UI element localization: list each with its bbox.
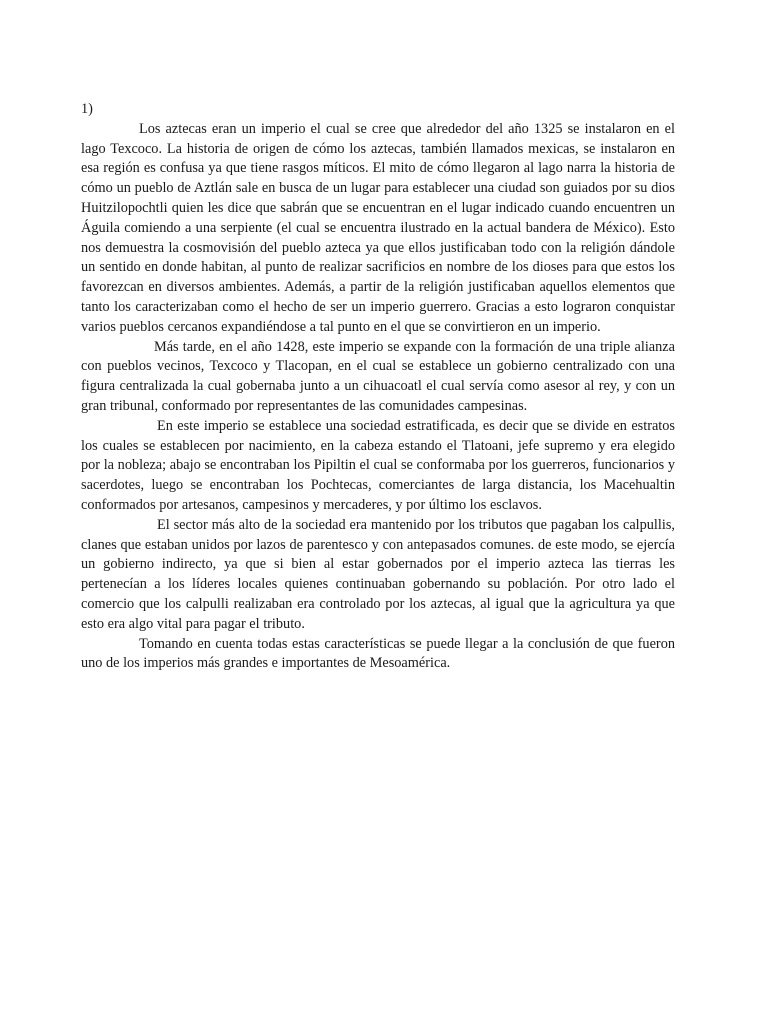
- paragraph-triple-alliance: Más tarde, en el año 1428, este imperio se expande con la formación de una triple alianza con pueblos vecinos, Texcoco y Tlacopan, en el cual se establece un gobierno centralizado con una figura centralizada la cual gobernaba junto a un cihuacoatl el cual servía como asesor al rey, y con un gran tribunal, conformado por representantes de las comunidades campesinas.: [81, 338, 675, 414]
- paragraph-tributes: El sector más alto de la sociedad era mantenido por los tributos que pagaban los calpullis, clanes que estaban unidos por lazos de parentesco y con antepasados comunes. de este modo, se ejercía un gobierno indirecto, ya que si bien al estar gobernados por el imperio azteca las tierras les pertenecían a los líderes locales quienes continuaban gobernando su población. Por otro lado el comercio que los calpulli realizaban era controlado por los aztecas, al igual que la agricultura ya que esto era algo vital para pagar el tributo.: [81, 516, 675, 632]
- paragraph-social-structure: En este imperio se establece una sociedad estratificada, es decir que se divide en estratos los cuales se establecen por nacimiento, en la cabeza estando el Tlatoani, jefe supremo y era elegido por la nobleza; abajo se encontraban los Pipiltin el cual se conformaba por los guerreros, funcionarios y sacerdotes, luego se encontraban los Pochtecas, comerciantes de larga distancia, los Macehualtin conformados por artesanos, campesinos y mercaderes, y por último los esclavos.: [81, 417, 675, 513]
- section-number: 1): [81, 101, 93, 117]
- paragraph-origin: Los aztecas eran un imperio el cual se cree que alrededor del año 1325 se instalaron en el lago Texcoco. La historia de origen de cómo los aztecas, también llamados mexicas, se instalaron en esa región es confusa ya que tiene rasgos míticos. El mito de cómo llegaron al lago narra la historia de cómo un pueblo de Aztlán sale en busca de un lugar para establecer una ciudad son guiados por su dios Huitzilopochtli quien les dice que sabrán que se encuentran en el lugar indicado cuando encuentren un Águila comiendo a una serpiente (el cual se encuentra ilustrado en la actual bandera de México). Esto nos demuestra la cosmovisión del pueblo azteca ya que ellos justificaban todo con la religión dándole un sentido en donde habitan, al punto de realizar sacrificios en nombre de los dioses para que estos los favorezcan en diversos ambientes. Además, a partir de la religión justificaban aquellos elementos que tanto los caracterizaban como el hecho de ser un imperio guerrero. Gracias a esto lograron conquistar varios pueblos cercanos expandiéndose a tal punto en el que se convirtieron en un imperio.: [81, 120, 675, 335]
- paragraph-conclusion: Tomando en cuenta todas estas características se puede llegar a la conclusión de que fueron uno de los imperios más grandes e importantes de Mesoamérica.: [81, 635, 675, 672]
- document-body: [81, 100, 675, 674]
